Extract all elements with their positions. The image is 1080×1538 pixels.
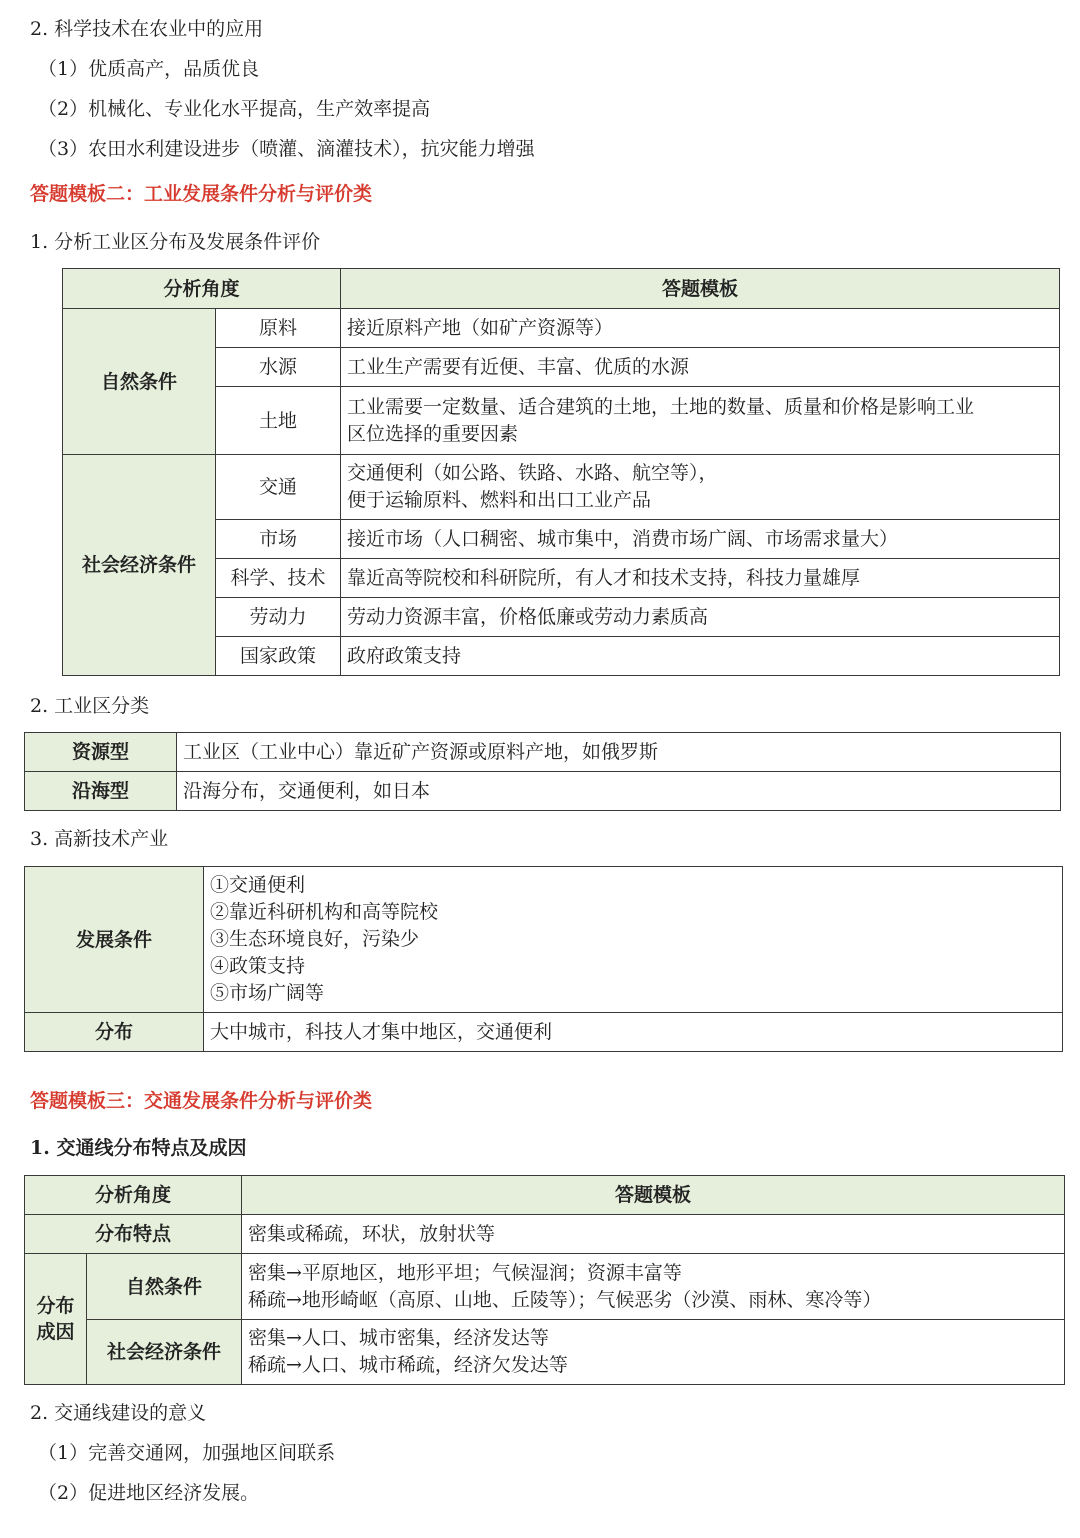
section3-sub1: 1. 交通线分布特点及成因 bbox=[30, 1137, 247, 1159]
social-label: 社会经济条件 bbox=[87, 1320, 242, 1385]
template-cell bbox=[341, 455, 1060, 520]
header-template: 答题模板 bbox=[242, 1176, 1065, 1215]
cond-item: ③生态环境良好，污染少 bbox=[210, 928, 420, 950]
social-cell bbox=[242, 1320, 1065, 1385]
template-line: 交通便利（如公路、铁路、水路、航空等）， bbox=[347, 462, 718, 484]
factor-cell: 国家政策 bbox=[216, 637, 341, 676]
cond-item: ④政策支持 bbox=[210, 955, 306, 977]
table-row bbox=[25, 1215, 1065, 1254]
social-line: 稀疏→人口、城市稀疏，经济欠发达等 bbox=[248, 1354, 568, 1376]
group-natural: 自然条件 bbox=[63, 309, 216, 455]
natural-label: 自然条件 bbox=[87, 1254, 242, 1320]
transport-table bbox=[24, 1175, 1065, 1385]
template-cell: 劳动力资源丰富，价格低廉或劳动力素质高 bbox=[341, 598, 1060, 637]
section3-heading: 答题模板三：交通发展条件分析与评价类 bbox=[30, 1090, 373, 1112]
group-social: 社会经济条件 bbox=[63, 455, 216, 676]
intro-item-3: （3）农田水利建设进步（喷灌、滴灌技术），抗灾能力增强 bbox=[38, 138, 535, 160]
hightech-table bbox=[24, 866, 1063, 1052]
cond-item: ⑤市场广阔等 bbox=[210, 982, 325, 1004]
template-line: 便于运输原料、燃料和出口工业产品 bbox=[347, 489, 652, 511]
table-row bbox=[25, 772, 1061, 811]
feature-text: 密集或稀疏，环状，放射状等 bbox=[242, 1215, 1065, 1254]
cause-label-line: 成因 bbox=[36, 1321, 75, 1343]
table-row bbox=[63, 455, 1060, 520]
factor-cell: 交通 bbox=[216, 455, 341, 520]
header-template: 答题模板 bbox=[341, 269, 1060, 309]
table-header-row bbox=[25, 1176, 1065, 1215]
template-cell: 靠近高等院校和科研院所，有人才和技术支持，科技力量雄厚 bbox=[341, 559, 1060, 598]
social-line: 密集→人口、城市密集，经济发达等 bbox=[248, 1327, 549, 1349]
intro-item-1: （1）优质高产，品质优良 bbox=[38, 58, 260, 80]
header-angle: 分析角度 bbox=[25, 1176, 242, 1215]
table-row bbox=[25, 1254, 1065, 1320]
factor-cell: 水源 bbox=[216, 348, 341, 387]
industry-conditions-table bbox=[62, 268, 1060, 676]
table-row bbox=[25, 1013, 1063, 1052]
cause-label-line: 分布 bbox=[36, 1295, 75, 1317]
factor-cell: 市场 bbox=[216, 520, 341, 559]
factor-cell: 劳动力 bbox=[216, 598, 341, 637]
template-cell: 工业生产需要有近便、丰富、优质的水源 bbox=[341, 348, 1060, 387]
template-cell: 接近原料产地（如矿产资源等） bbox=[341, 309, 1060, 348]
industry-type-table bbox=[24, 732, 1061, 811]
section3-sub2: 2. 交通线建设的意义 bbox=[30, 1402, 207, 1424]
cause-label bbox=[25, 1254, 87, 1385]
template-cell: 接近市场（人口稠密、城市集中，消费市场广阔、市场需求量大） bbox=[341, 520, 1060, 559]
natural-line: 密集→平原地区，地形平坦；气候湿润；资源丰富等 bbox=[248, 1261, 682, 1284]
template-cell bbox=[341, 387, 1060, 455]
dist-text: 大中城市，科技人才集中地区，交通便利 bbox=[204, 1013, 1063, 1052]
template-line: 区位选择的重要因素 bbox=[347, 422, 519, 445]
natural-line: 稀疏→地形崎岖（高原、山地、丘陵等）；气候恶劣（沙漠、雨林、寒冷等） bbox=[248, 1288, 882, 1311]
section3-item-2: （2）促进地区经济发展。 bbox=[38, 1482, 260, 1504]
cond-item: ②靠近科研机构和高等院校 bbox=[210, 901, 439, 923]
table-row bbox=[25, 1320, 1065, 1385]
cond-label: 发展条件 bbox=[25, 867, 204, 1013]
cond-item: ①交通便利 bbox=[210, 874, 306, 896]
type-label: 沿海型 bbox=[25, 772, 177, 811]
type-label: 资源型 bbox=[25, 733, 177, 772]
natural-cell bbox=[242, 1254, 1065, 1320]
template-cell: 政府政策支持 bbox=[341, 637, 1060, 676]
type-desc: 沿海分布，交通便利，如日本 bbox=[177, 772, 1061, 811]
section2-sub3: 3. 高新技术产业 bbox=[30, 828, 169, 850]
table-row bbox=[25, 733, 1061, 772]
template-line: 工业需要一定数量、适合建筑的土地，土地的数量、质量和价格是影响工业 bbox=[347, 395, 975, 418]
intro-item-2: （2）机械化、专业化水平提高，生产效率提高 bbox=[38, 98, 431, 120]
section2-sub2: 2. 工业区分类 bbox=[30, 695, 150, 717]
section2-heading: 答题模板二：工业发展条件分析与评价类 bbox=[30, 183, 373, 205]
factor-cell: 土地 bbox=[216, 387, 341, 455]
section3-item-1: （1）完善交通网，加强地区间联系 bbox=[38, 1442, 336, 1464]
table-row bbox=[25, 867, 1063, 1013]
feature-label: 分布特点 bbox=[25, 1215, 242, 1254]
factor-cell: 科学、技术 bbox=[216, 559, 341, 598]
table-row bbox=[63, 309, 1060, 348]
intro-title: 2. 科学技术在农业中的应用 bbox=[30, 18, 264, 40]
factor-cell: 原料 bbox=[216, 309, 341, 348]
dist-label: 分布 bbox=[25, 1013, 204, 1052]
header-angle: 分析角度 bbox=[63, 269, 341, 309]
cond-items bbox=[204, 867, 1063, 1013]
type-desc: 工业区（工业中心）靠近矿产资源或原料产地，如俄罗斯 bbox=[177, 733, 1061, 772]
section2-sub1: 1. 分析工业区分布及发展条件评价 bbox=[30, 231, 321, 253]
table-header-row bbox=[63, 269, 1060, 309]
